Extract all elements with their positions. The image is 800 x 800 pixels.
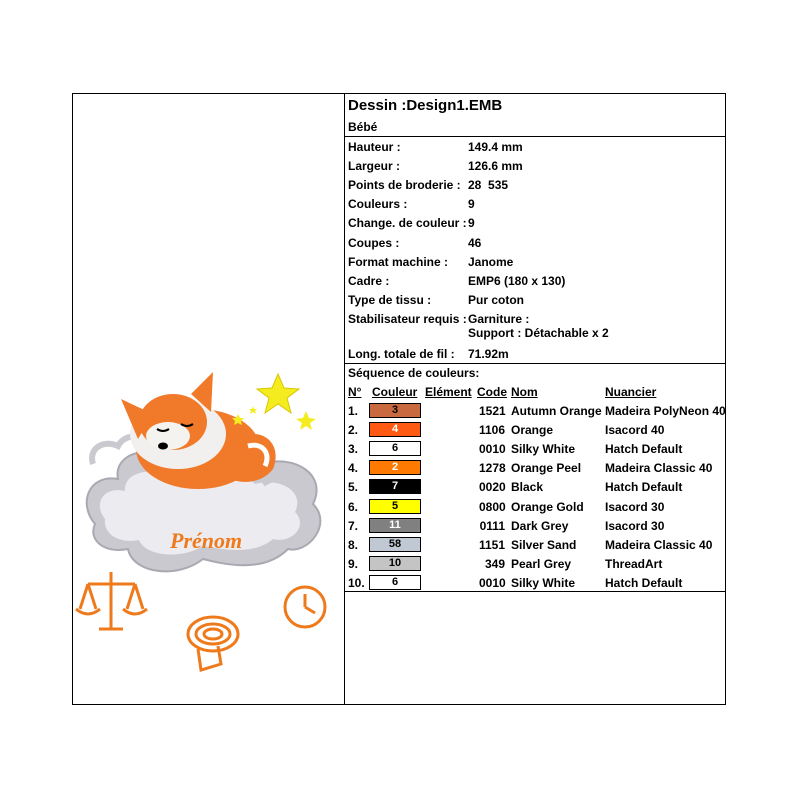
scale-icon: [76, 572, 147, 629]
row-chart: Madeira PolyNeon 40: [605, 404, 726, 418]
row-code: 1278: [479, 461, 506, 476]
row-name: Dark Grey: [511, 518, 569, 533]
row-name: Black: [511, 480, 544, 495]
row-chart: Hatch Default: [605, 575, 683, 590]
embroidery-preview: [73, 94, 345, 704]
row-number: 7.: [348, 518, 359, 533]
preview-name-text: Prénom: [170, 528, 243, 553]
row-chart: ThreadArt: [605, 556, 663, 571]
row-chart: Madeira Classic 40: [605, 461, 713, 476]
list-item: [345, 555, 725, 574]
row-code: 0010: [479, 442, 506, 457]
row-number: 9.: [348, 556, 359, 571]
row-chart: Hatch Default: [605, 480, 683, 495]
color-swatch: 10: [369, 556, 421, 571]
prop-value-tissu: Pur coton: [468, 293, 524, 307]
prop-value-support: Support : Détachable x 2: [468, 326, 609, 340]
list-item: [345, 421, 725, 440]
prop-label-format: Format machine :: [348, 255, 449, 269]
design-info-panel: [345, 94, 725, 704]
row-chart: Isacord 40: [605, 423, 665, 438]
prop-value-couleurs: 9: [468, 197, 475, 211]
row-name: Silky White: [511, 442, 576, 457]
header-nom: Nom: [511, 385, 538, 399]
row-code: 0010: [479, 575, 506, 590]
list-item: [345, 402, 725, 421]
color-swatch: 5: [369, 499, 421, 514]
prop-label-hauteur: Hauteur :: [348, 140, 401, 154]
row-chart: Isacord 30: [605, 518, 665, 533]
header-element: Elément: [425, 385, 472, 399]
row-number: 2.: [348, 423, 359, 438]
prop-value-changes: 9: [468, 216, 475, 230]
design-sheet: [72, 93, 726, 705]
row-chart: Hatch Default: [605, 442, 683, 457]
color-swatch: 3: [369, 403, 421, 418]
prop-value-garniture: Garniture :: [468, 312, 530, 326]
prop-value-largeur: 126.6 mm: [468, 159, 523, 173]
prop-label-tissu: Type de tissu :: [348, 293, 432, 307]
row-name: Silver Sand: [511, 537, 577, 552]
prop-label-cadre: Cadre :: [348, 274, 390, 288]
list-item: [345, 536, 725, 555]
list-item: [345, 459, 725, 478]
design-title: Dessin :Design1.EMB: [348, 97, 503, 114]
sequence-title: Séquence de couleurs:: [348, 366, 480, 380]
divider: [345, 363, 725, 364]
prop-value-cadre: EMP6 (180 x 130): [468, 274, 566, 288]
color-swatch: 4: [369, 422, 421, 437]
header-n: N°: [348, 385, 362, 399]
color-swatch: 6: [369, 575, 421, 590]
row-code: 1151: [479, 537, 506, 552]
header-couleur: Couleur: [372, 385, 418, 399]
color-swatch: 2: [369, 460, 421, 475]
prop-label-changes: Change. de couleur :: [348, 216, 467, 230]
color-swatch: 6: [369, 441, 421, 456]
design-category: Bébé: [348, 120, 378, 134]
prop-label-stabilisateur: Stabilisateur requis :: [348, 312, 467, 326]
row-number: 8.: [348, 537, 359, 552]
row-name: Orange Gold: [511, 499, 584, 514]
row-number: 1.: [348, 404, 359, 418]
prop-value-points: 28 535: [468, 178, 509, 192]
divider: [345, 591, 725, 592]
row-number: 5.: [348, 480, 359, 495]
row-number: 10.: [348, 575, 365, 590]
list-item: [345, 517, 725, 536]
row-chart: Isacord 30: [605, 499, 665, 514]
row-code: 1521: [479, 404, 506, 418]
row-code: 349: [484, 556, 505, 571]
list-item: [345, 478, 725, 497]
row-name: Silky White: [511, 575, 576, 590]
row-name: Orange Peel: [511, 461, 582, 476]
row-name: Orange: [511, 423, 554, 438]
row-number: 4.: [348, 461, 359, 476]
prop-value-fil: 71.92m: [468, 347, 509, 361]
row-number: 6.: [348, 499, 359, 514]
divider: [345, 136, 725, 137]
row-number: 3.: [348, 442, 359, 457]
header-nuancier: Nuancier: [605, 385, 657, 399]
prop-label-fil: Long. totale de fil :: [348, 347, 455, 361]
prop-label-largeur: Largeur :: [348, 159, 401, 173]
row-code: 0111: [479, 518, 505, 533]
list-item: [345, 440, 725, 459]
row-name: Autumn Orange: [511, 404, 602, 418]
prop-label-couleurs: Couleurs :: [348, 197, 408, 211]
prop-label-points: Points de broderie :: [348, 178, 461, 192]
color-swatch: 58: [369, 537, 421, 552]
row-name: Pearl Grey: [511, 556, 572, 571]
clock-icon: [285, 587, 325, 627]
tape-measure-icon: [188, 617, 238, 670]
row-code: 0800: [479, 499, 506, 514]
list-item: [345, 498, 725, 517]
prop-value-format: Janome: [468, 255, 514, 269]
prop-value-hauteur: 149.4 mm: [468, 140, 523, 154]
header-code: Code: [477, 385, 507, 399]
star-icon: [232, 374, 316, 430]
color-swatch: 7: [369, 479, 421, 494]
color-swatch: 11: [369, 518, 421, 533]
row-code: 0020: [479, 480, 506, 495]
row-code: 1106: [479, 423, 506, 438]
embroidery-artwork: [73, 94, 344, 704]
row-chart: Madeira Classic 40: [605, 537, 713, 552]
prop-value-coupes: 46: [468, 236, 482, 250]
prop-label-coupes: Coupes :: [348, 236, 400, 250]
